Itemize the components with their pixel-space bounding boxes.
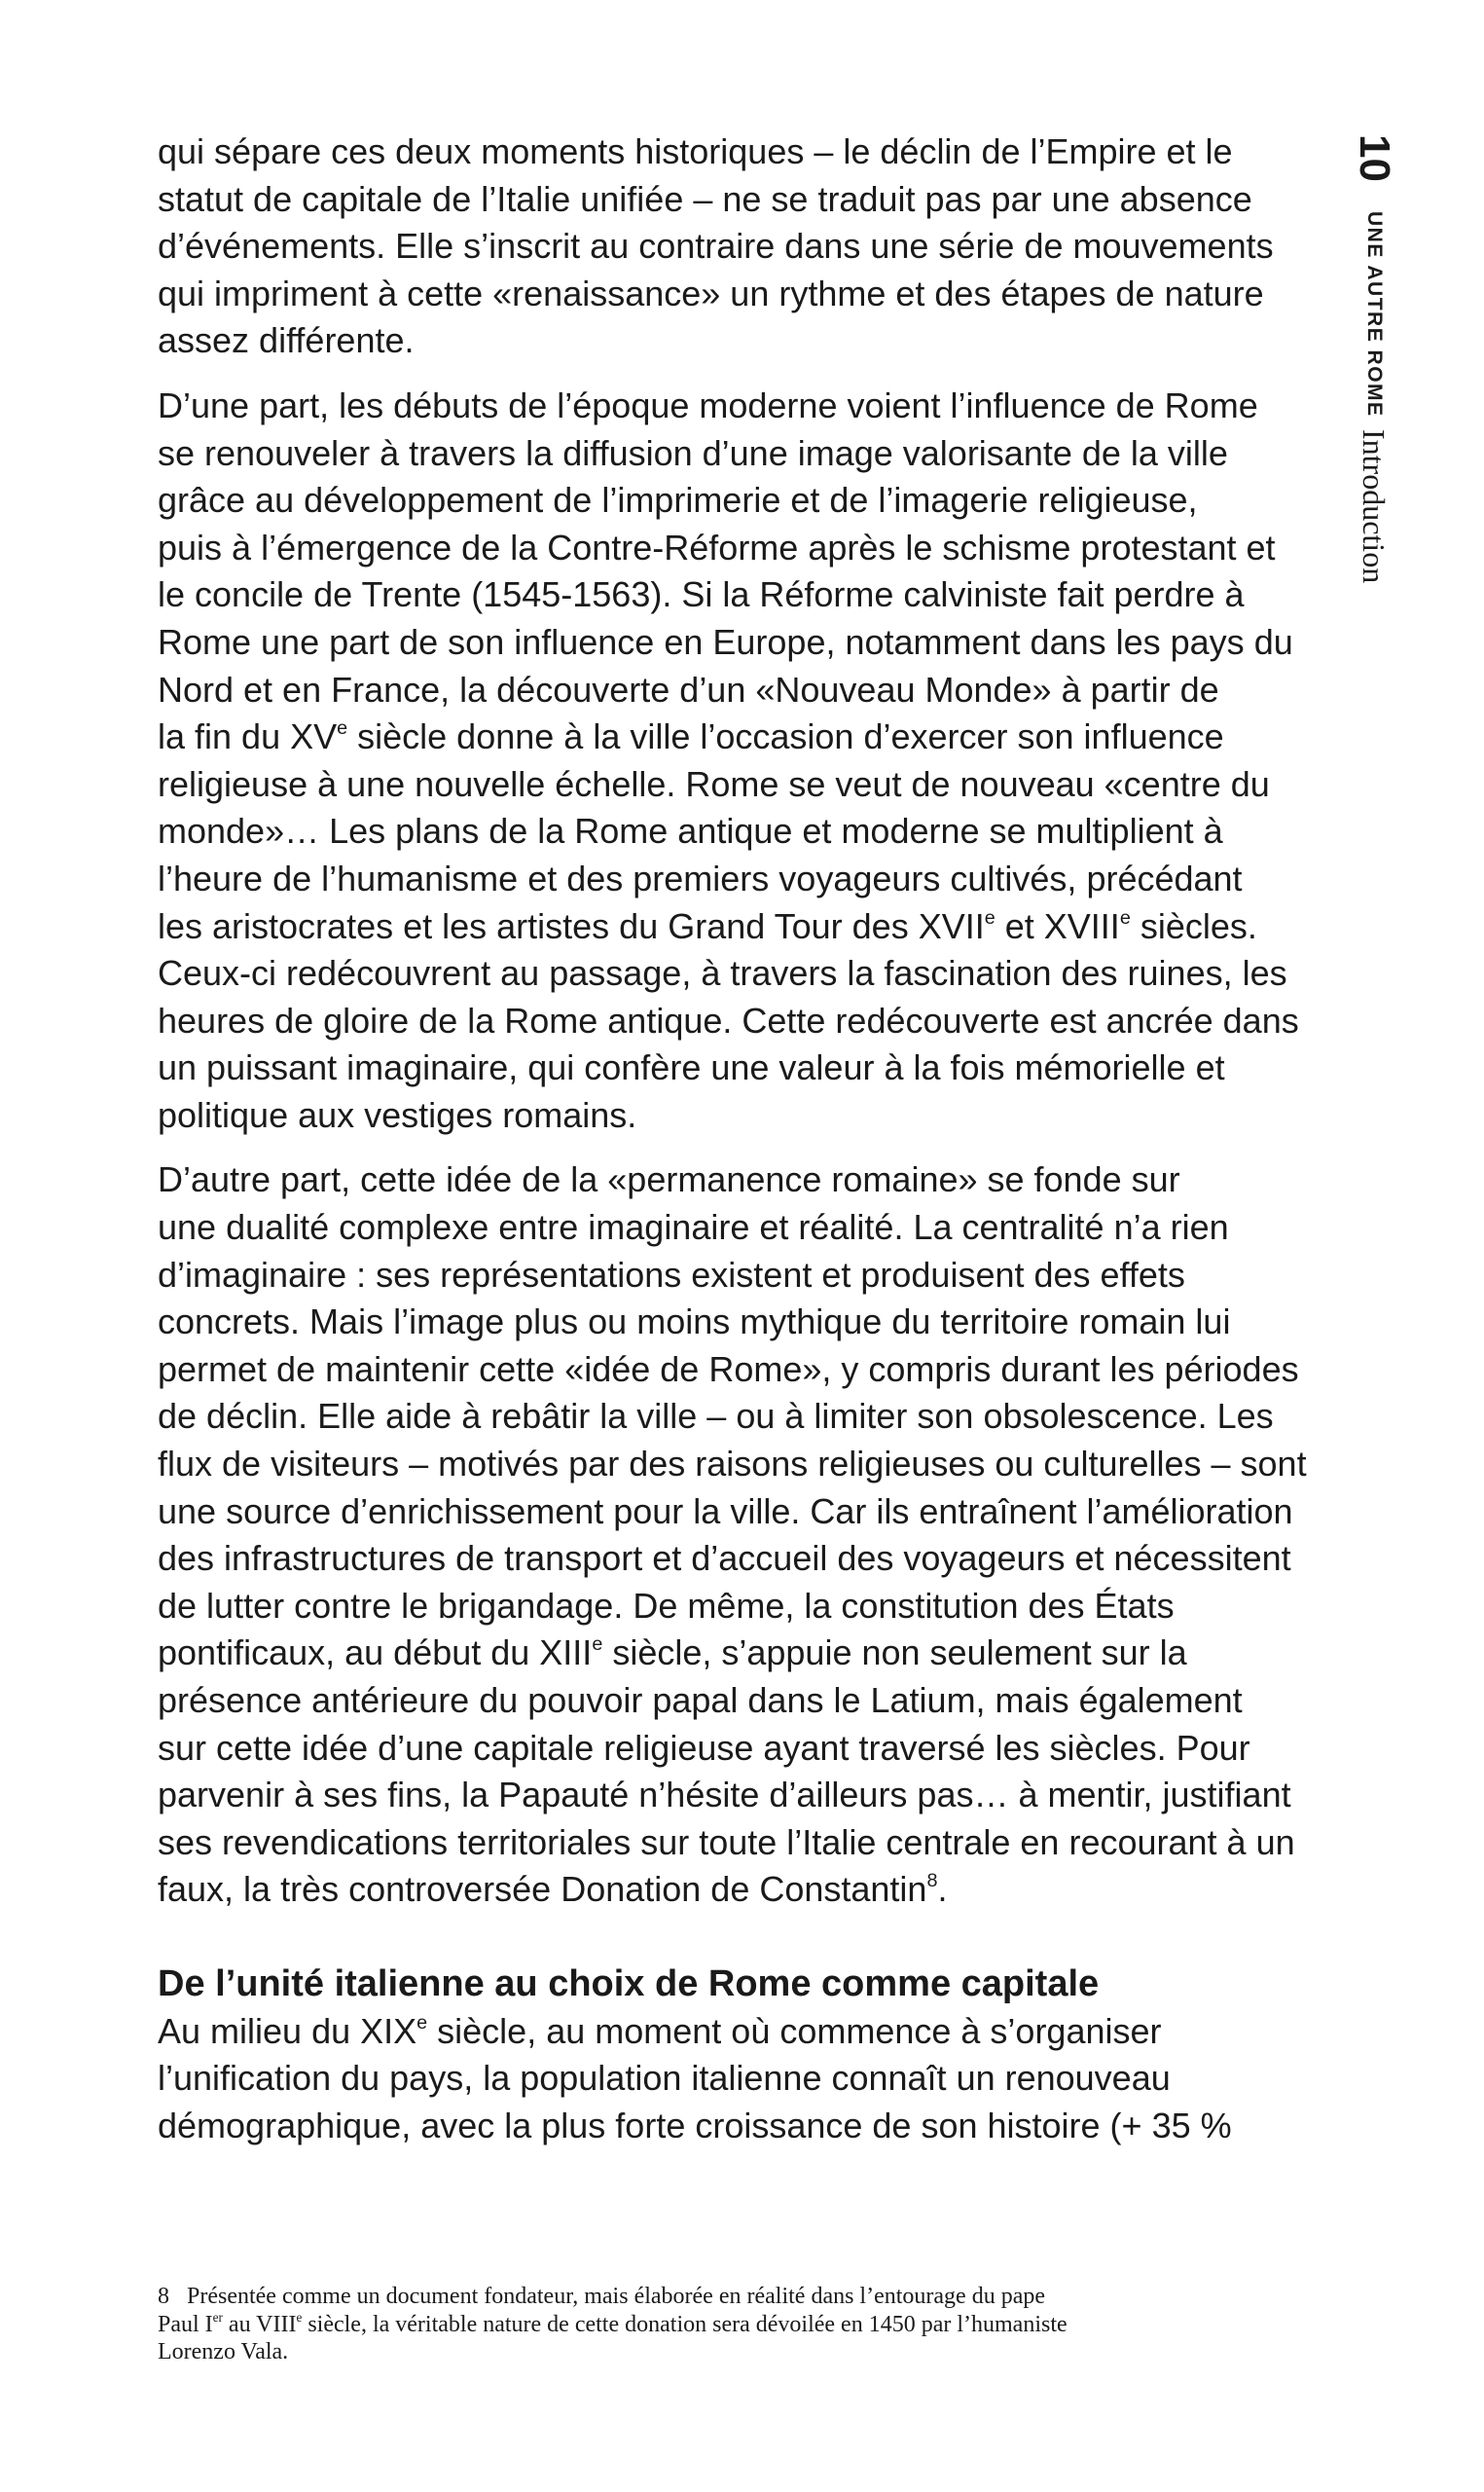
text-fragment: pontificaux, au début du XIII [158,1632,593,1673]
text-line: D’une part, les débuts de l’époque moderne voient l’influence de Rome [158,385,1258,425]
text-fragment: et XVIII [995,905,1120,946]
text-line: ses revendications territoriales sur toute l’Italie centrale en recourant à un [158,1821,1295,1862]
text-line: qui impriment à cette «renaissance» un rythme et des étapes de nature [158,273,1264,313]
text-fragment: la fin du XV [158,716,338,757]
section-heading: De l’unité italienne au choix de Rome comme capitale [158,1962,1100,2004]
text-line: l’unification du pays, la population italienne connaît un renouveau [158,2058,1171,2099]
superscript: e [984,906,995,929]
text-line: flux de visiteurs – motivés par des raisons religieuses ou culturelles – sont [158,1444,1307,1484]
text-fragment: siècle, s’appuie non seulement sur la [602,1632,1187,1673]
text-line: l’heure de l’humanisme et des premiers voyageurs cultivés, précédant [158,858,1243,898]
body-text [158,128,1345,2149]
superscript: e [1119,906,1131,929]
superscript: er [212,2309,223,2325]
text-line [158,1866,1345,1914]
text-line: puis à l’émergence de la Contre-Réforme après le schisme protestant et [158,527,1276,568]
text-line: démographique, avec la plus forte croissance de son histoire (+ 35 % [158,2105,1232,2145]
text-fragment: faux, la très controversée Donation de Constantin [158,1869,927,1910]
text-line: présence antérieure du pouvoir papal dans le Latium, mais également [158,1680,1243,1720]
footnote-line [158,2283,1345,2311]
text-line: de lutter contre le brigandage. De même, la constitution des États [158,1585,1175,1626]
running-head [1350,134,1398,583]
superscript: e [592,1633,603,1656]
text-line [158,1630,1345,1677]
text-fragment: siècles. [1130,905,1257,946]
text-line: Nord et en France, la découverte d’un «Nouveau Monde» à partir de [158,669,1219,710]
text-line: monde»… Les plans de la Rome antique et moderne se multiplient à [158,811,1223,852]
text-fragment: les aristocrates et les artistes du Grand Tour des XVII [158,905,985,946]
text-fragment: Paul I [158,2311,213,2337]
superscript: e [296,2309,303,2325]
text-line: assez différente. [158,320,415,361]
text-line: statut de capitale de l’Italie unifiée – ne se traduit pas par une absence [158,178,1252,219]
page-number: 10 [1351,134,1398,182]
text-line: sur cette idée d’une capitale religieuse ayant traversé les siècles. Pour [158,1727,1250,1768]
text-line: concrets. Mais l’image plus ou moins mythique du territoire romain lui [158,1301,1231,1342]
text-line: Rome une part de son influence en Europe, notamment dans les pays du [158,621,1293,662]
text-fragment: Au milieu du XIX [158,2010,417,2051]
text-fragment: au VIII [222,2311,297,2337]
superscript: e [416,2011,428,2034]
text-fragment: . [937,1869,948,1910]
text-line: heures de gloire de la Rome antique. Cette redécouverte est ancrée dans [158,1000,1299,1041]
text-line: religieuse à une nouvelle échelle. Rome se veut de nouveau «centre du [158,763,1270,804]
text-line: le concile de Trente (1545-1563). Si la Réforme calviniste fait perdre à [158,574,1245,615]
footnote-line [158,2311,1345,2339]
text-line: permet de maintenir cette «idée de Rome», y compris durant les périodes [158,1348,1299,1389]
text-line: qui sépare ces deux moments historiques – le déclin de l’Empire et le [158,131,1233,171]
text-line: parvenir à ses fins, la Papauté n’hésite d’ailleurs pas… à mentir, justifiant [158,1775,1291,1815]
superscript: e [337,717,348,740]
text-line: se renouveler à travers la diffusion d’une image valorisante de la ville [158,432,1228,473]
text-line: grâce au développement de l’imprimerie et de l’imagerie religieuse, [158,480,1198,521]
text-line: une dualité complexe entre imaginaire et réalité. La centralité n’a rien [158,1207,1229,1248]
text-line: d’imaginaire : ses représentations existent et produisent des effets [158,1254,1185,1295]
text-line: une source d’enrichissement pour la ville. Car ils entraînent l’amélioration [158,1490,1293,1531]
running-head-section: Introduction [1357,428,1392,583]
text-fragment: siècle, la véritable nature de cette donation sera dévoilée en 1450 par l’humaniste [302,2311,1068,2337]
running-head-book-title: UNE AUTRE ROME [1363,210,1386,418]
text-line [158,903,1345,951]
text-line: des infrastructures de transport et d’accueil des voyageurs et nécessitent [158,1538,1291,1579]
text-line: de déclin. Elle aide à rebâtir la ville – ou à limiter son obsolescence. Les [158,1396,1274,1437]
text-fragment: Présentée comme un document fondateur, mais élaborée en réalité dans l’entourage du pape [187,2284,1046,2309]
text-line: d’événements. Elle s’inscrit au contraire dans une série de mouvements [158,226,1274,267]
text-fragment: siècle, au moment où commence à s’organiser [427,2010,1162,2051]
footnote [158,2283,1345,2366]
text-line: Ceux-ci redécouvrent au passage, à travers la fascination des ruines, les [158,953,1287,994]
footnote-reference: 8 [926,1870,938,1892]
text-line: un puissant imaginaire, qui confère une valeur à la fois mémorielle et [158,1047,1225,1088]
text-line: politique aux vestiges romains. [158,1094,637,1135]
text-line [158,714,1345,761]
text-line [158,2008,1345,2056]
footnote-line: Lorenzo Vala. [158,2339,289,2364]
footnote-number: 8 [158,2284,169,2309]
text-line: D’autre part, cette idée de la «permanence romaine» se fonde sur [158,1159,1180,1200]
text-fragment: siècle donne à la ville l’occasion d’exercer son influence [347,716,1224,757]
